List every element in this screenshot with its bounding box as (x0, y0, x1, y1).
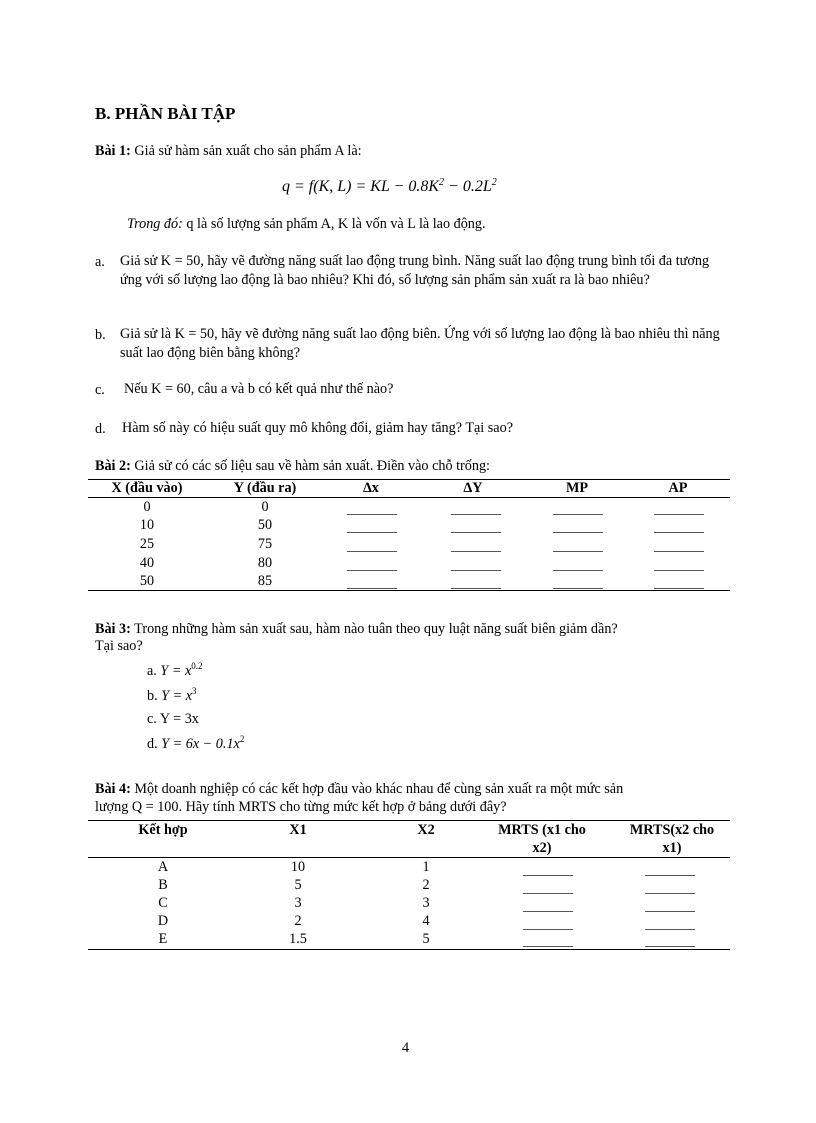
bai2-blank-dx[interactable] (347, 588, 397, 589)
bai4-intro: Một doanh nghiệp có các kết hợp đầu vào khác nhau để cùng sản xuất ra một mức sản (134, 781, 624, 797)
bai4-blank-mrts21[interactable] (645, 875, 695, 876)
bai4-header-mrts12: MRTS (x1 cho (498, 822, 586, 838)
bai2-cell-x: 0 (143, 499, 151, 515)
bai4-table-header-rule (88, 857, 730, 858)
bai4-cell-combo: B (158, 877, 168, 893)
bai4-cell-x2: 1 (422, 859, 430, 875)
bai2-table-bottom-rule (88, 590, 730, 591)
bai4-blank-mrts12[interactable] (523, 929, 573, 930)
bai2-blank-dy[interactable] (451, 570, 501, 571)
formula-exp-1: 2 (439, 177, 445, 188)
bai3-option-d (147, 735, 244, 753)
bai4-blank-mrts12[interactable] (523, 911, 573, 912)
bai2-blank-ap[interactable] (654, 588, 704, 589)
formula-base: Y = 6x − 0.1x (161, 736, 240, 752)
bai1-item-b-text: Giả sử là K = 50, hãy vẽ đường năng suất lao động biên. Ứng với số lượng lao động là bao nhiêu thì năng suất lao động biên bằng không? (120, 326, 720, 361)
bai2-cell-x: 10 (139, 517, 155, 533)
bai4-blank-mrts21[interactable] (645, 911, 695, 912)
bai1-where (127, 215, 486, 233)
bai2-blank-mp[interactable] (553, 514, 603, 515)
option-letter: d. (147, 736, 158, 752)
option-formula: Y = 3x (159, 711, 199, 727)
bai2-cell-x: 40 (139, 555, 155, 571)
bai2-header-x: X (đầu vào) (111, 480, 183, 496)
bai2-header-mp: MP (565, 480, 589, 496)
bai2-blank-dy[interactable] (451, 514, 501, 515)
bai4-cell-x1: 1.5 (289, 931, 307, 947)
bai3-intro-line2: Tại sao? (95, 638, 143, 654)
bai4-intro-line (95, 780, 623, 798)
bai4-table-bottom-rule (88, 949, 730, 950)
bai2-cell-y: 85 (257, 573, 273, 589)
bai3-intro-line (95, 620, 618, 638)
bai4-cell-x1: 2 (294, 913, 302, 929)
bai1-item-d-text: Hàm số này có hiệu suất quy mô không đổi, giảm hay tăng? Tại sao? (122, 420, 513, 436)
bai4-blank-mrts21[interactable] (645, 929, 695, 930)
bai2-header-y: Y (đầu ra) (233, 480, 297, 496)
bai4-table-top-rule (88, 820, 730, 821)
bai1-item-c-letter: c. (95, 382, 105, 398)
bai1-item-b-letter: b. (95, 327, 106, 343)
bai4-cell-x1: 10 (290, 859, 306, 875)
bai2-blank-mp[interactable] (553, 551, 603, 552)
where-text: q là số lượng sản phẩm A, K là vốn và L là lao động. (186, 216, 486, 232)
bai3-label: Bài 3: (95, 621, 131, 637)
bai2-cell-x: 25 (139, 536, 155, 552)
option-letter: c. (147, 711, 157, 727)
bai1-intro-line (95, 142, 362, 160)
option-formula (160, 663, 202, 679)
bai2-blank-mp[interactable] (553, 588, 603, 589)
formula-base: Y = x (161, 688, 193, 704)
bai1-item-a-letter: a. (95, 254, 105, 270)
bai2-header-dx: ∆x (363, 480, 379, 496)
bai4-header-mrts12-line2: x2) (532, 840, 552, 856)
bai4-cell-combo: E (158, 931, 168, 947)
option-formula (161, 688, 196, 704)
bai4-blank-mrts12[interactable] (523, 893, 573, 894)
bai4-cell-x2: 3 (422, 895, 430, 911)
bai1-label: Bài 1: (95, 143, 131, 159)
bai2-cell-y: 0 (261, 499, 269, 515)
bai2-blank-dx[interactable] (347, 570, 397, 571)
bai1-intro: Giả sử hàm sản xuất cho sản phẩm A là: (134, 143, 362, 159)
bai4-cell-combo: D (157, 913, 169, 929)
formula-base: Y = x (160, 663, 192, 679)
bai4-blank-mrts12[interactable] (523, 875, 573, 876)
bai3-option-a (147, 662, 203, 680)
section-title: B. PHẦN BÀI TẬP (95, 104, 236, 123)
bai2-blank-dx[interactable] (347, 514, 397, 515)
bai2-blank-mp[interactable] (553, 570, 603, 571)
bai4-blank-mrts21[interactable] (645, 893, 695, 894)
bai2-blank-mp[interactable] (553, 532, 603, 533)
bai2-blank-ap[interactable] (654, 551, 704, 552)
bai4-header-mrts21: MRTS(x2 cho (629, 822, 715, 838)
bai4-blank-mrts21[interactable] (645, 946, 695, 947)
bai2-blank-dy[interactable] (451, 532, 501, 533)
bai4-blank-mrts12[interactable] (523, 946, 573, 947)
bai4-header-x1: X1 (289, 822, 307, 838)
bai2-blank-dy[interactable] (451, 551, 501, 552)
bai4-cell-x2: 2 (422, 877, 430, 893)
bai4-cell-x2: 5 (422, 931, 430, 947)
bai2-blank-dy[interactable] (451, 588, 501, 589)
bai4-cell-combo: C (158, 895, 168, 911)
formula-part-1: q = f(K, L) = KL − 0.8K (282, 178, 440, 195)
bai4-intro-line2: lượng Q = 100. Hãy tính MRTS cho từng mức kết hợp ở bảng dưới đây? (95, 799, 507, 815)
bai4-header-combo: Kết hợp (138, 822, 188, 838)
bai1-item-a-text: Giả sử K = 50, hãy vẽ đường năng suất lao động trung bình. Năng suất lao động trung bình tối đa tương ứng với số lượng lao động là bao nhiêu? Khi đó, số lượng sản phẩm sản xuất ra là bao nhiêu? (120, 253, 710, 288)
formula-exp-2: 2 (491, 177, 497, 188)
bai1-item-d-letter: d. (95, 421, 106, 437)
formula-part-2: − 0.2L (444, 178, 492, 195)
formula-exp: 0.2 (191, 661, 203, 671)
option-formula (161, 736, 244, 752)
formula-exp: 3 (192, 686, 197, 696)
bai1-formula (282, 178, 497, 196)
bai3-option-c (147, 710, 199, 728)
where-label: Trong đó: (127, 216, 183, 232)
bai2-header-dy: ∆Y (463, 480, 483, 496)
bai2-blank-ap[interactable] (654, 532, 704, 533)
bai2-cell-y: 80 (257, 555, 273, 571)
bai2-label: Bài 2: (95, 458, 131, 474)
bai4-header-x2: X2 (417, 822, 435, 838)
bai2-blank-dx[interactable] (347, 532, 397, 533)
bai2-header-ap: AP (668, 480, 688, 496)
bai4-cell-x1: 3 (294, 895, 302, 911)
bai4-cell-x1: 5 (294, 877, 302, 893)
bai4-header-mrts21-line2: x1) (662, 840, 682, 856)
bai2-cell-x: 50 (139, 573, 155, 589)
page-number: 4 (402, 1040, 410, 1056)
formula-exp: 2 (239, 734, 245, 744)
option-letter: a. (147, 663, 157, 679)
bai1-item-c-text: Nếu K = 60, câu a và b có kết quả như thế nào? (124, 381, 394, 397)
bai2-cell-y: 75 (257, 536, 273, 552)
bai4-cell-x2: 4 (422, 913, 430, 929)
bai4-cell-combo: A (157, 859, 169, 875)
bai2-blank-ap[interactable] (654, 514, 704, 515)
option-letter: b. (147, 688, 158, 704)
bai3-intro: Trong những hàm sản xuất sau, hàm nào tuân theo quy luật năng suất biên giảm dần? (134, 621, 618, 637)
bai2-intro: Giả sử có các số liệu sau về hàm sản xuất. Điền vào chỗ trống: (134, 458, 490, 474)
bai2-blank-ap[interactable] (654, 570, 704, 571)
bai2-cell-y: 50 (257, 517, 273, 533)
bai3-option-b (147, 687, 197, 705)
bai2-blank-dx[interactable] (347, 551, 397, 552)
bai4-label: Bài 4: (95, 781, 131, 797)
bai2-table-header-rule (88, 497, 730, 498)
bai2-intro-line (95, 457, 490, 475)
